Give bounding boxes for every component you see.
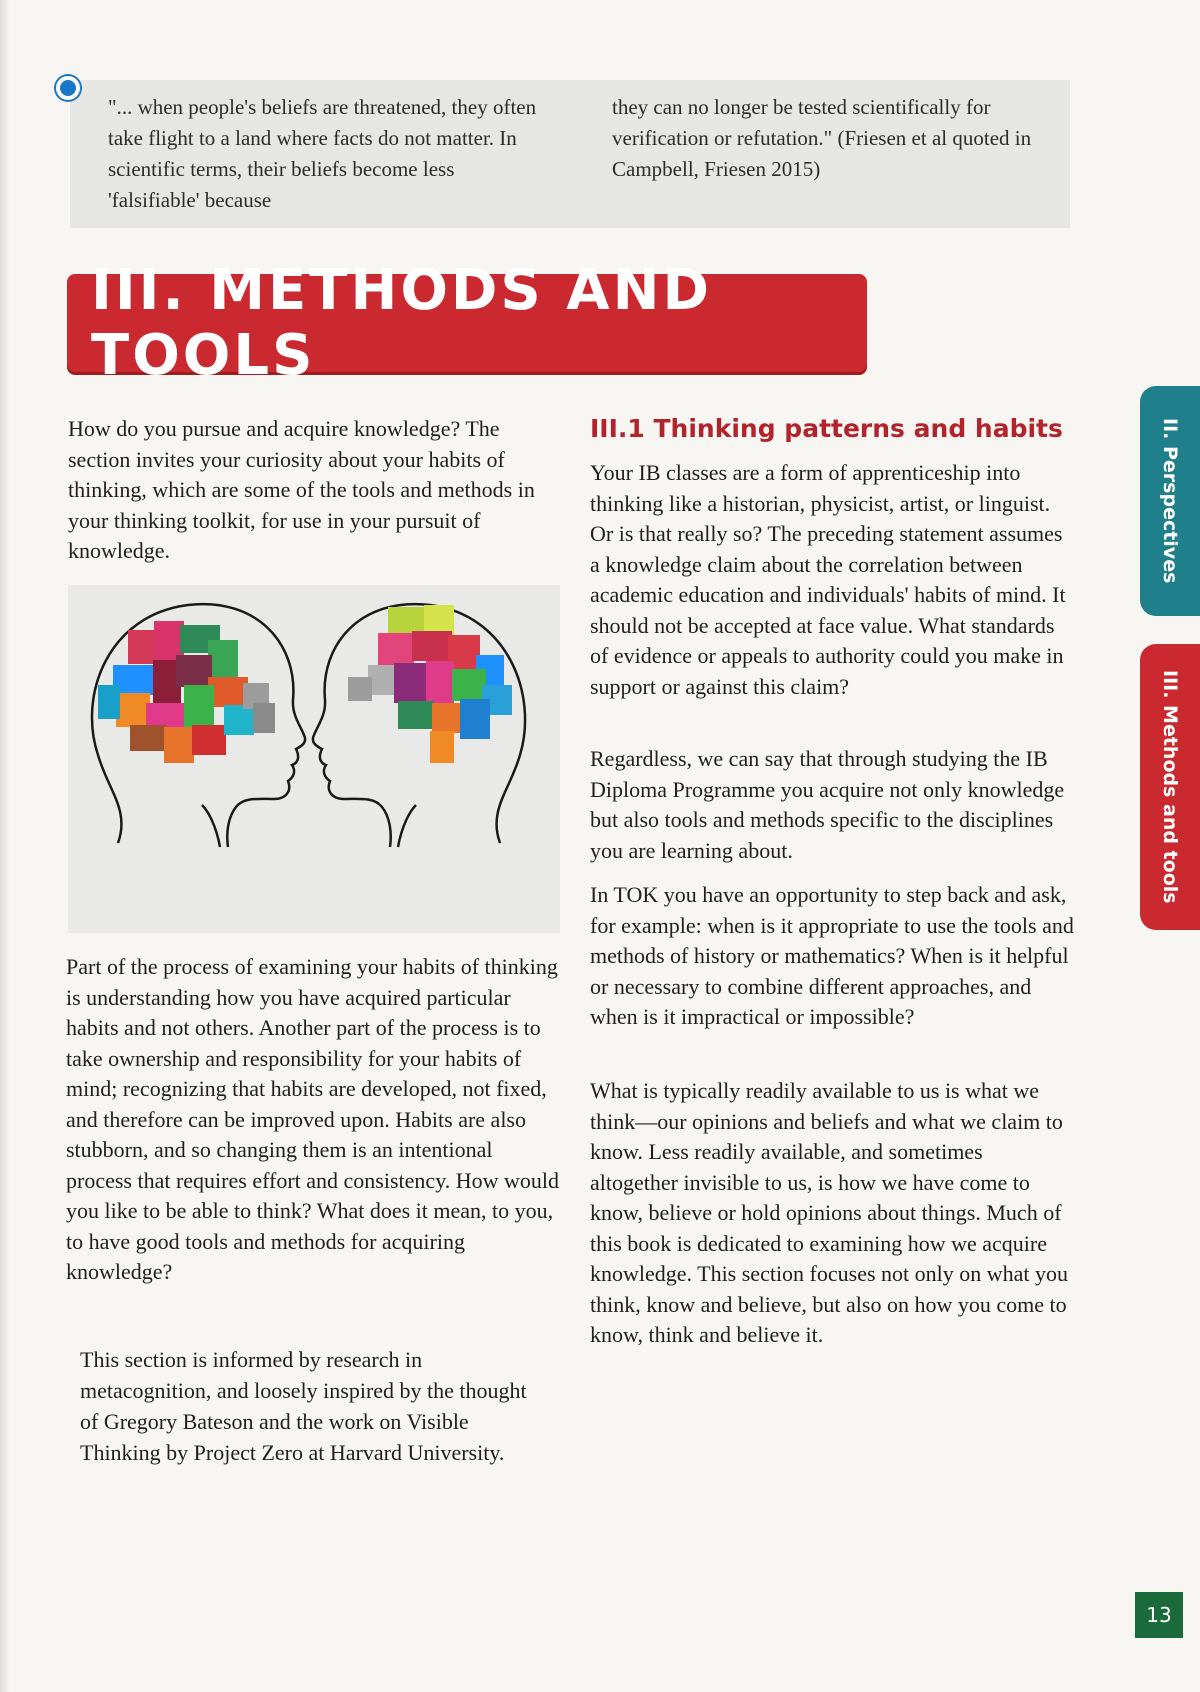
quote-text-right: they can no longer be tested scientifically for verification or refutation." (Friesen et al quoted in Campbell, Friesen 2015): [612, 95, 1032, 181]
section-banner: [67, 258, 867, 388]
subsection-heading: III.1 Thinking patterns and habits: [590, 414, 1063, 443]
right-paragraph-1: Your IB classes are a form of apprenticeship into thinking like a historian, physicist, artist, or linguist. Or is that really so? The preceding statement assumes a knowledge claim about the correlation between academic education and individuals' habits of mind. It should not be accepted at face value. What standards of evidence or appeals to authority could you make in support or against this claim?: [590, 460, 1066, 699]
right-paragraph-3: In TOK you have an opportunity to step back and ask, for example: when is it appropriate to use the tools and methods of history or mathematics? When is it helpful or necessary to combine different approaches, and when is it impractical or impossible?: [590, 882, 1074, 1029]
quote-text-left: "... when people's beliefs are threatened, they often take flight to a land where facts do not matter. In scientific terms, their beliefs become less 'falsifiable' because: [108, 95, 537, 212]
tab-methods-label: III. Methods and tools: [1159, 670, 1181, 904]
tab-methods-and-tools[interactable]: [1140, 644, 1200, 930]
research-note: This section is informed by research in metacognition, and loosely inspired by the thought of Gregory Bateson and the work on Visible Thinking by Project Zero at Harvard University.: [80, 1347, 527, 1465]
tab-perspectives-label: II. Perspectives: [1159, 418, 1181, 584]
section-title: III. METHODS AND TOOLS: [91, 258, 712, 388]
right-paragraph-4: What is typically readily available to us is what we think—our opinions and beliefs and what we claim to know. Less readily available, and sometimes altogether invisible to us, is how we have come to know, believe or hold opinions about things. Much of this book is dedicated to examining how we acquire knowledge. This section focuses not only on what you think, know and believe, but also on how you come to know, think and believe it.: [590, 1078, 1069, 1347]
right-brain-puzzle-pieces: [348, 605, 512, 763]
page-edge-shadow: [0, 0, 10, 1692]
quote-bullet-icon: [56, 76, 80, 100]
page-number: 13: [1135, 1592, 1183, 1638]
habits-paragraph: Part of the process of examining your habits of thinking is understanding how you have acquired particular habits and not others. Another part of the process is to take ownership and responsibility for your habits of mind; recognizing that habits are developed, not fixed, and therefore can be improved upon. Habits are also stubborn, and so changing them is an intentional process that requires effort and consistency. How would you like to be able to think? What does it mean, to you, to have good tools and methods for acquiring knowledge?: [66, 954, 560, 1284]
heads-puzzle-image: [68, 585, 560, 933]
intro-paragraph: How do you pursue and acquire knowledge? The section invites your curiosity about your habits of thinking, which are some of the tools and methods in your thinking toolkit, for use in your pursuit of knowledge.: [68, 416, 535, 563]
tab-perspectives[interactable]: [1140, 386, 1200, 616]
left-brain-puzzle-pieces: [98, 621, 275, 763]
heads-puzzle-illustration: [68, 585, 560, 933]
right-paragraph-2: Regardless, we can say that through studying the IB Diploma Programme you acquire not only knowledge but also tools and methods specific to the disciplines you are learning about.: [590, 746, 1065, 863]
